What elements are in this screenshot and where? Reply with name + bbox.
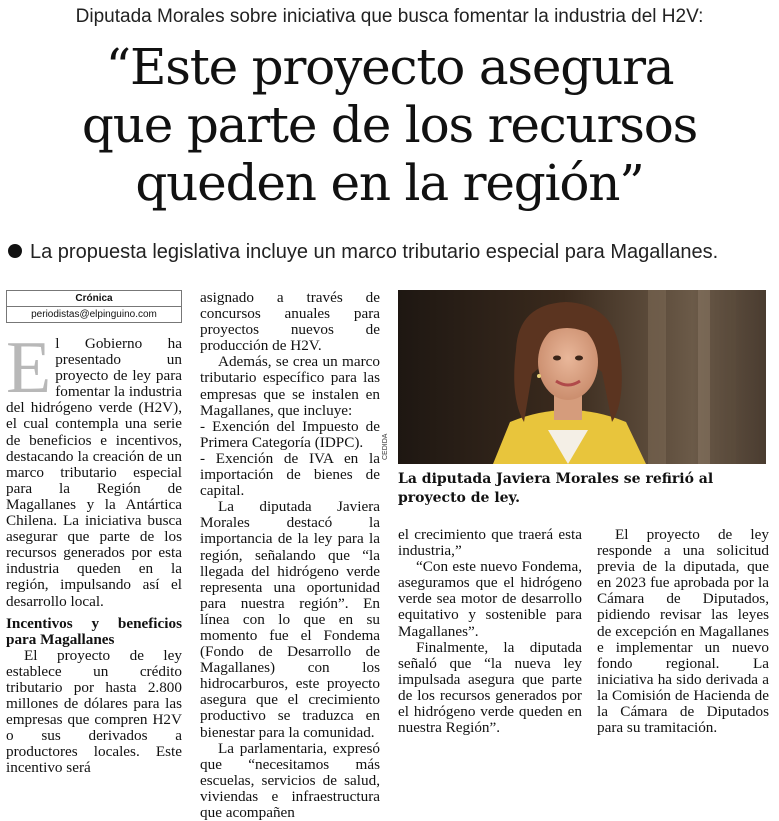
- section-email[interactable]: periodistas@elpinguino.com: [31, 309, 157, 320]
- headline-line: “Este proyecto asegura: [105, 38, 674, 96]
- article-column-2: [200, 290, 380, 821]
- paragraph: El proyecto de ley responde a una solicitud previa de la diputada, que en 2023 fue aprobada por la Cámara de Diputados, pidiendo revisar las leyes de excepción en Magallanes e implementar un nuevo fondo regional. La iniciativa ha sido derivada a la Comisión de Hacienda de la Cámara de Diputados para su tramitación.: [597, 526, 769, 737]
- subhead-text: La propuesta legislativa incluye un marco tributario especial para Magallanes.: [30, 241, 719, 263]
- article-column-1: [6, 327, 182, 777]
- article-column-3: [398, 527, 582, 736]
- section-box: [6, 290, 182, 323]
- article-column-4: [597, 527, 769, 736]
- section-title: Crónica: [7, 291, 181, 307]
- paragraph: el crecimiento que traerá esta industria,”: [398, 526, 582, 560]
- bullet-icon: [8, 244, 22, 258]
- headline-line: queden en la región”: [135, 154, 644, 212]
- paragraph: La diputada Javiera Morales destacó la importancia de la ley para la región, señalando que “la llegada del hidrógeno verde representa una oportunidad para nuestra región”. En línea con lo que en su momento fue el Fondema (Fondo de Desarrollo de Magallanes) con los hidrocarburos, este proyecto asegura que el crecimiento productivo se traduzca en bienestar para la comunidad.: [200, 498, 380, 741]
- paragraph: La parlamentaria, expresó que “necesitamos más escuelas, servicios de salud, viviendas e infraestructura que acompañen: [200, 739, 380, 821]
- kicker: Diputada Morales sobre iniciativa que busca fomentar la industria del H2V:: [75, 6, 704, 27]
- headline-line: que parte de los recursos: [81, 96, 698, 154]
- paragraph: Además, se crea un marco tributario específico para las empresas que se instalen en Magallanes, que incluye:: [200, 353, 380, 419]
- list-item: - Exención del Impuesto de Primera Categoría (IDPC).: [200, 417, 380, 451]
- subhead: [8, 241, 778, 264]
- headline: [0, 38, 779, 212]
- portrait-image: [398, 290, 766, 464]
- paragraph: asignado a través de concursos anuales para proyectos nuevos de producción de H2V.: [200, 289, 380, 355]
- drop-cap: E: [6, 327, 52, 409]
- photo-caption: La diputada Javiera Morales se refirió al proyecto de ley.: [398, 471, 714, 506]
- section-subtitle: Incentivos y beneficios para Magallanes: [6, 614, 182, 648]
- list-item: - Exención de IVA en la importación de bienes de capital.: [200, 449, 380, 500]
- photo-credit: CEDIDA: [382, 433, 389, 460]
- paragraph: Finalmente, la diputada señaló que “la nueva ley impulsada asegura que parte de los recursos generados por el hidrógeno verde queden en nuestra Región”.: [398, 638, 582, 737]
- article-photo: [398, 290, 766, 464]
- paragraph: El proyecto de ley establece un crédito tributario por hasta 2.800 millones de dólares para las empresas que compren H2V o sus derivados a productores locales. Este incentivo será: [6, 646, 182, 777]
- paragraph: l Gobierno ha presentado un proyecto de ley para fomentar la industria del hidrógeno verde (H2V), el cual contempla una serie de beneficios e incentivos, destacando la creación de un marco tributario especial para la Región de Magallanes y la Antártica Chilena. La iniciativa busca asegurar que parte de los recursos generados por esta industria queden en la región, impulsando así el desarrollo local.: [6, 335, 182, 610]
- paragraph: “Con este nuevo Fondema, aseguramos que el hidrógeno verde sea motor de desarrollo equitativo y sostenible para Magallanes”.: [398, 558, 582, 640]
